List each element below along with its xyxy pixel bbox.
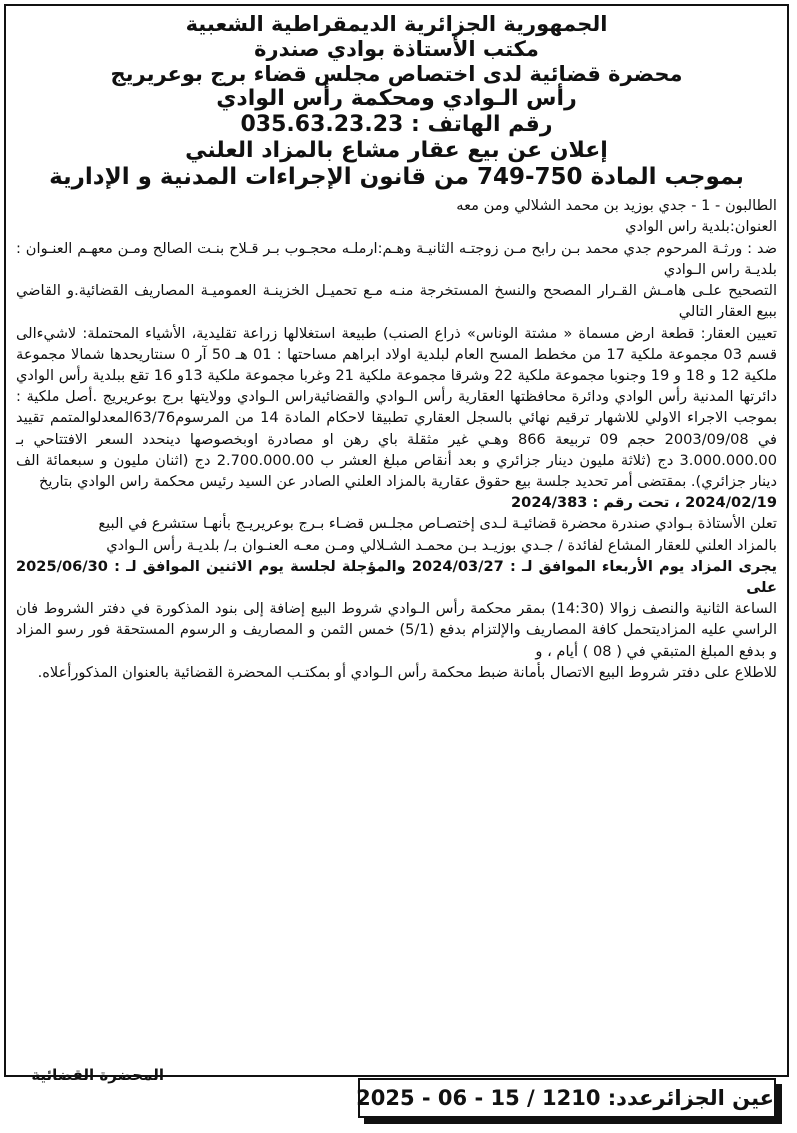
phone-number: رقم الهاتف : 035.63.23.23: [240, 112, 553, 138]
republic-heading: الجمهورية الجزائرية الديمقراطية الشعبية: [185, 12, 608, 36]
announcement-header: [6, 6, 787, 191]
announcement-title: إعلان عن بيع عقار مشاع بالمزاد العلني: [185, 138, 608, 164]
legal-basis: بموجب المادة 750-749 من قانون الإجراءات المدنية و الإدارية: [49, 164, 744, 191]
publication-reference: عين الجزائرعدد: 1210 / 15 - 06 - 2025: [358, 1078, 776, 1118]
beneficiary-paragraph: بالمزاد العلني للعقار المشاع لفائدة / جـدي بوزيـد بـن محمـد الشـلالي ومـن معـه العنـوان بـ/ بلديـة رأس الـوادي: [106, 536, 777, 554]
signature: المحضرة القضائية: [31, 1066, 164, 1084]
defendants-paragraph: ضد : ورثـة المرحوم جدي محمد بـن رابح مـن زوجتـه الثانيـة وهـم:ارملـه محجـوب بـر قـلاح بنـت الصالح ومـن معهـم العنـوان : بلديـة راس الـوادي: [16, 239, 777, 278]
claimants-address: العنوان:بلدية راس الوادي: [625, 218, 777, 236]
auction-date-paragraph: يجرى المزاد يوم الأربعاء الموافق لـ : 2024/03/27 والمؤجلة لجلسة يوم الاثنين الموافق لـ : 2025/06/30 على: [16, 557, 777, 596]
claimants-paragraph: الطالبون - 1 - جدي بوزيد بن محمد الشلالي ومن معه: [456, 197, 777, 215]
announcement-frame: [4, 4, 789, 1077]
sale-notice-paragraph: تعلن الأستاذة بـوادي صندرة محضرة قضائيـة لـدى إختصـاص مجلـس قضـاء بـرج بوعريريـج بأنهـا ستشرع في البيع: [98, 515, 777, 533]
courts-heading: رأس الـوادي ومحكمة رأس الوادي: [216, 86, 577, 112]
bailiff-heading: محضرة قضائية لدى اختصاص مجلس قضاء برج بوعريريج: [110, 61, 683, 86]
order-date-line: 2024/02/19 ، تحت رقم : 2024/383: [511, 494, 777, 512]
office-heading: مكتب الأستاذة بوادي صندرة: [254, 36, 539, 61]
property-description: تعيين العقار: قطعة ارض مسماة « مشتة الوناس» ذراع الصنب) طبيعة استغلالها زراعة تقليدية، الأشياء المحتملة: لاشيءالى قسم 03 مجموعة ملكية 17 من مخطط المسح العام لبلدية اولاد ابراهم مساحتها : 01 هـ 50 آر 0 سنتاريحدها شمالا مجموعة ملكية 12 و 18 و 19 وجنوبا مجموعة ملكية 22 وشرقا مجموعة ملكية 21 وغربا مجموعة ملكية 13و 16 تقع ببلدية رأس الوادي دائرتها المدنية رأس الوادي ودائرة محافظتها العقارية رأس الـوادي والقضائيةراس الـوادي وولايتها برج بوعريريج .أصل ملكية : بموجب الاجراء الاولي للاشهار ترقيم نهائي بالسجل العقاري تطبيقا لاحكام المادة 14 من المرسوم63/76المعدلوالمتمم تقييد في 2003/09/08 حجم 09 تربيعة 866 وهـي غير مثقلة باي رهن او مصادرة اوبخصوصها دينحدد السعر الافتتاحي بـ 3.000.000.00 دج (ثلاثة مليون دينار جزائري و بعد أنقاص مبلغ العشر ب 2.700.000.00 دج (اثنان مليون و سبعمائة الف دينار جزائري). بمقتضى أمر تحديد جلسة بيع حقوق عقارية بالمزاد العلني الصادر عن السيد رئيس محكمة راس الوادي بتاريخ: [16, 324, 778, 490]
sale-conditions-paragraph: الساعة الثانية والنصف زوالا (14:30) بمقر محكمة رأس الـوادي شروط البيع إضافة إلى بنود المذكورة في دفتر الشروط فان الراسي عليه المزاديتحمل كافة المصاريف والإلتزام بدفع (5/1) خمس الثمن و المصاريف و الرسوم المستحقة فور رسو المزاد و بدفع المبلغ المتبقي في ( 08 ) أيام ، و: [16, 600, 777, 660]
announcement-body: [6, 191, 787, 683]
correction-paragraph: التصحيح علـى هامـش القـرار المصحح والنسخ المستخرجة منـه مـع تحميـل الخزينـة العموميـة المصاريف القضائية.و القاضي ببيع العقار التالي: [16, 282, 777, 321]
contact-paragraph: للاطلاع على دفتر شروط البيع الاتصال بأمانة ضبط محكمة رأس الـوادي أو بمكتـب المحضرة القضائية بالعنوان المذكورأعلاه.: [37, 663, 777, 681]
